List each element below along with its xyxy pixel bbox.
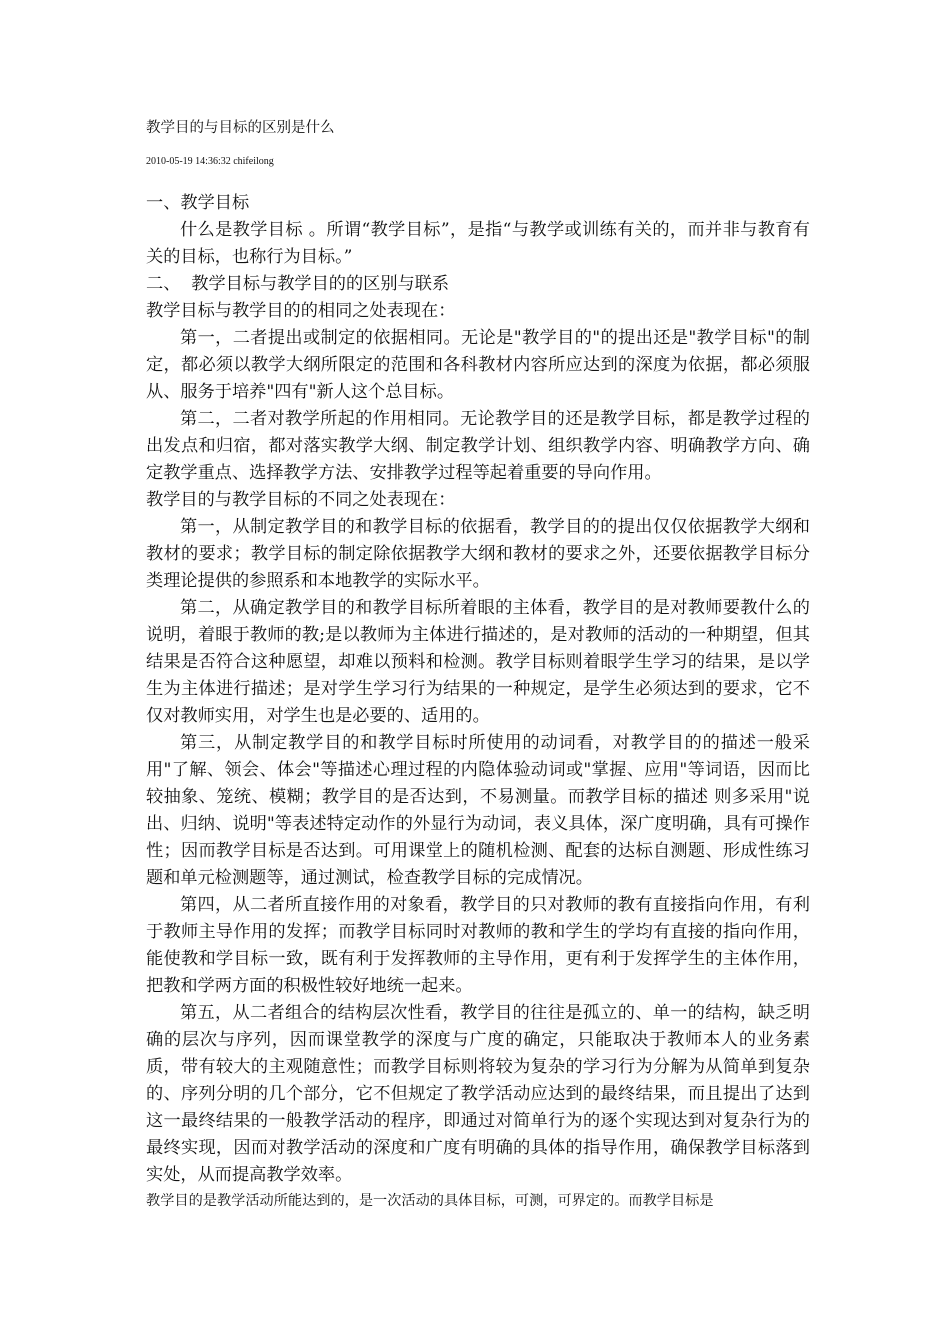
similarity-paragraph-2: 第二，二者对教学所起的作用相同。无论教学目的还是教学目标，都是教学过程的出发点和归宿，都对落实教学大纲、制定教学计划、组织教学内容、明确教学方向、确定教学重点、选择教学方法、安排教学过程等起着重要的导向作用。 xyxy=(146,409,810,483)
page-title: 教学目的与目标的区别是什么 xyxy=(146,120,335,136)
section-heading-2: 二、 教学目标与教学目的的区别与联系 xyxy=(146,274,450,294)
article-body xyxy=(146,190,810,1189)
difference-paragraph-4: 第四，从二者所直接作用的对象看，教学目的只对教师的教有直接指向作用，有利于教师主导作用的发挥；而教学目标同时对教师的教和学生的学均有直接的指向作用，能使教和学目标一致，既有利于发挥教师的主导作用，更有利于发挥学生的主体作用，把教和学两方面的积极性较好地统一起来。 xyxy=(146,895,810,996)
similarity-paragraph-1: 第一，二者提出或制定的依据相同。无论是"教学目的"的提出还是"教学目标"的制定，都必须以教学大纲所限定的范围和各科教材内容所应达到的深度为依据，都必须服从、服务于培养"四有"新人这个总目标。 xyxy=(146,328,810,402)
definition-paragraph: 什么是教学目标 。所谓“教学目标”，是指“与教学或训练有关的，而并非与教育有关的目标，也称行为目标。” xyxy=(146,220,810,267)
difference-intro: 教学目的与教学目标的不同之处表现在： xyxy=(146,490,456,510)
closing-line: 教学目的是教学活动所能达到的，是一次活动的具体目标，可测，可界定的。而教学目标是 xyxy=(146,1193,714,1209)
similarity-intro: 教学目标与教学目的的相同之处表现在： xyxy=(146,301,456,321)
difference-paragraph-2: 第二，从确定教学目的和教学目标所着眼的主体看，教学目的是对教师要教什么的说明，着眼于教师的教;是以教师为主体进行描述的，是对教师的活动的一种期望，但其结果是否符合这种愿望，却难以预料和检测。教学目标则着眼学生学习的结果，是以学生为主体进行描述；是对学生学习行为结果的一种规定，是学生必须达到的要求，它不仅对教师实用，对学生也是必要的、适用的。 xyxy=(146,598,810,726)
post-meta: 2010-05-19 14:36:32 chifeilong xyxy=(146,156,274,167)
section-heading-1: 一、教学目标 xyxy=(146,193,250,213)
difference-paragraph-3: 第三，从制定教学目的和教学目标时所使用的动词看，对教学目的的描述一般采用"了解、领会、体会"等描述心理过程的内隐体验动词或"掌握、应用"等词语，因而比较抽象、笼统、模糊；教学目的是否达到，不易测量。而教学目标的描述 则多采用"说出、归纳、说明"等表述特定动作的外显行为动词，表义具体，深广度明确，具有可操作性；因而教学目标是否达到。可用课堂上的随机检测、配套的达标自测题、形成性练习题和单元检测题等，通过测试，检查教学目标的完成情况。 xyxy=(146,733,810,888)
difference-paragraph-5: 第五，从二者组合的结构层次性看，教学目的往往是孤立的、单一的结构，缺乏明确的层次与序列，因而课堂教学的深度与广度的确定，只能取决于教师本人的业务素质，带有较大的主观随意性；而教学目标则将较为复杂的学习行为分解为从简单到复杂的、序列分明的几个部分，它不但规定了教学活动应达到的最终结果，而且提出了达到这一最终结果的一般教学活动的程序，即通过对简单行为的逐个实现达到对复杂行为的最终实现，因而对教学活动的深度和广度有明确的具体的指导作用，确保教学目标落到实处，从而提高教学效率。 xyxy=(146,1003,810,1185)
difference-paragraph-1: 第一，从制定教学目的和教学目标的依据看，教学目的的提出仅仅依据教学大纲和教材的要求；教学目标的制定除依据教学大纲和教材的要求之外，还要依据教学目标分类理论提供的参照系和本地教学的实际水平。 xyxy=(146,517,810,591)
